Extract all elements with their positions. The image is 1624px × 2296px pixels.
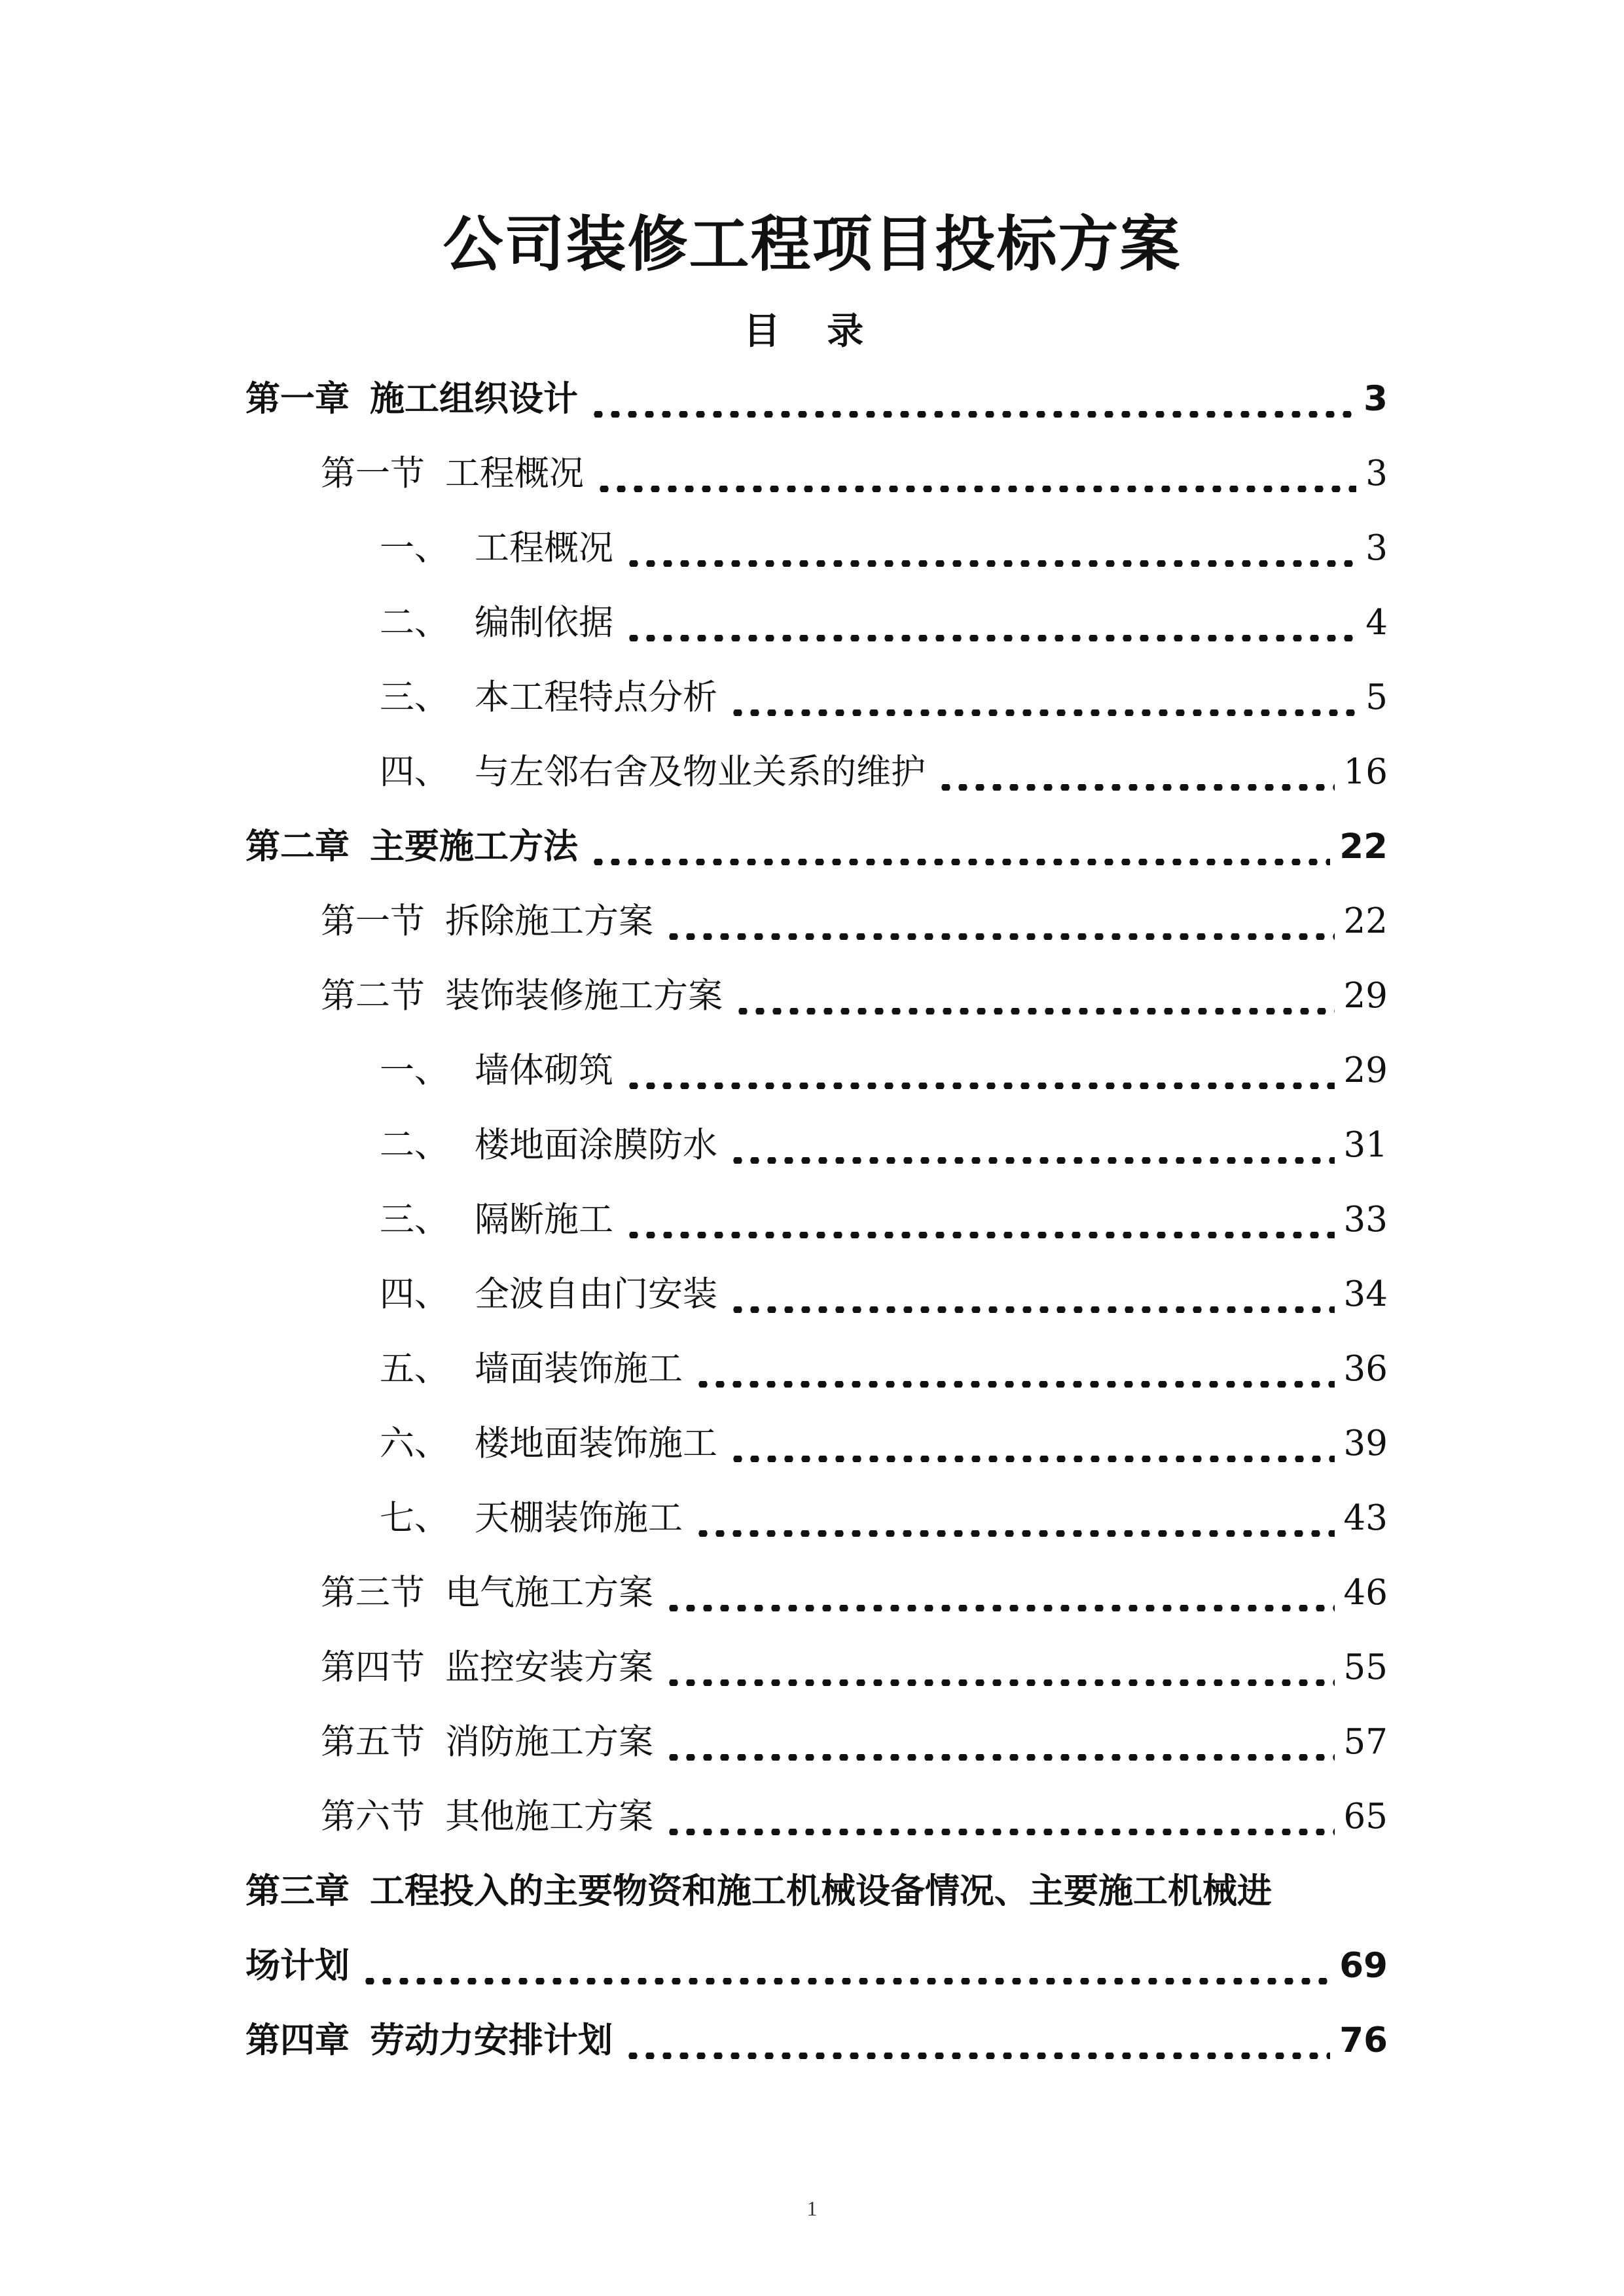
- toc-dot-leader: [695, 1492, 1335, 1545]
- toc-entry[interactable]: [380, 1268, 1388, 1321]
- toc-entry[interactable]: [321, 1567, 1388, 1619]
- toc-entry-page: 43: [1343, 1498, 1388, 1538]
- toc-dot-leader: [624, 2015, 1330, 2067]
- toc-entry-title: 电气施工方案: [445, 1573, 653, 1613]
- toc-dot-leader: [625, 1194, 1335, 1246]
- toc-entry[interactable]: [245, 821, 1388, 873]
- toc-entry-page: 55: [1343, 1647, 1388, 1687]
- toc-entry-number: 六、: [380, 1424, 449, 1463]
- toc-entry[interactable]: [245, 1940, 1388, 1992]
- toc-entry-number: 一、: [380, 528, 449, 568]
- toc-entry-title: 消防施工方案: [445, 1722, 653, 1762]
- toc-entry-page: 22: [1339, 827, 1388, 867]
- toc-dot-leader: [596, 448, 1356, 500]
- toc-entry-number: 第一节: [321, 454, 425, 493]
- toc-entry-page: 4: [1365, 603, 1388, 643]
- toc-entry-number: 二、: [380, 1125, 449, 1165]
- toc-entry[interactable]: [321, 1641, 1388, 1694]
- toc-heading: 目 录: [743, 310, 881, 353]
- toc-entry-title: 本工程特点分析: [475, 677, 717, 717]
- toc-entry-page: 29: [1343, 1050, 1388, 1090]
- toc-entry-title: 主要施工方法: [370, 827, 578, 867]
- toc-entry-title: 与左邻右舍及物业关系的维护: [475, 752, 926, 792]
- toc-entry-wrapped-line[interactable]: [245, 1865, 1272, 1918]
- toc-entry-page: 65: [1343, 1797, 1388, 1837]
- toc-dot-leader: [665, 1791, 1335, 1843]
- toc-entry[interactable]: [380, 1119, 1388, 1172]
- toc-entry[interactable]: [321, 895, 1388, 948]
- toc-entry-page: 3: [1363, 379, 1388, 419]
- toc-entry-title: 工程概况: [475, 528, 613, 568]
- toc-entry-page: 76: [1339, 2020, 1388, 2060]
- toc-entry-title: 天棚装饰施工: [475, 1498, 683, 1538]
- toc-entry-number: 第三节: [321, 1573, 425, 1613]
- toc-entry-title: 其他施工方案: [445, 1797, 653, 1837]
- toc-entry-number: 三、: [380, 677, 449, 717]
- toc-entry-number: 第二章: [245, 827, 350, 867]
- toc-entry-page: 29: [1343, 976, 1388, 1016]
- toc-dot-leader: [625, 597, 1356, 649]
- toc-entry[interactable]: [380, 1343, 1388, 1395]
- toc-entry-page: 57: [1343, 1722, 1388, 1762]
- toc-entry-page: 5: [1365, 677, 1388, 717]
- toc-entry-number: 七、: [380, 1498, 449, 1538]
- toc-dot-leader: [729, 1119, 1335, 1172]
- toc-dot-leader: [590, 373, 1354, 425]
- toc-dot-leader: [625, 1045, 1335, 1097]
- toc-dot-leader: [625, 522, 1356, 575]
- toc-entry-title: 劳动力安排计划: [370, 2020, 613, 2060]
- toc-entry-title: 施工组织设计: [370, 379, 578, 419]
- toc-entry-title: 墙体砌筑: [475, 1050, 613, 1090]
- toc-entry-page: 39: [1343, 1424, 1388, 1463]
- toc-entry-page: 69: [1339, 1946, 1388, 1986]
- toc-entry-number: 第六节: [321, 1797, 425, 1837]
- toc-entry-title: 全波自由门安装: [475, 1274, 717, 1314]
- toc-entry[interactable]: [380, 1194, 1388, 1246]
- toc-entry-number: 第四章: [245, 2020, 350, 2060]
- document-title: 公司装修工程项目投标方案: [442, 209, 1182, 279]
- toc-entry-number: 四、: [380, 1274, 449, 1314]
- toc-entry[interactable]: [380, 522, 1388, 575]
- page-number: 1: [806, 2197, 818, 2220]
- toc-entry[interactable]: [380, 1045, 1388, 1097]
- toc-entry-number: 第一节: [321, 901, 425, 941]
- toc-dot-leader: [734, 970, 1335, 1022]
- toc-entry-title: 工程概况: [445, 454, 584, 493]
- toc-entry[interactable]: [245, 373, 1388, 425]
- toc-entry-title: 装饰装修施工方案: [445, 976, 723, 1016]
- toc-entry[interactable]: [380, 597, 1388, 649]
- toc-entry-number: 第五节: [321, 1722, 425, 1762]
- toc-entry-number: 二、: [380, 603, 449, 643]
- toc-entry-number: 三、: [380, 1200, 449, 1240]
- toc-entry[interactable]: [380, 1492, 1388, 1545]
- toc-entry-page: 31: [1343, 1125, 1388, 1165]
- toc-entry[interactable]: [380, 746, 1388, 798]
- toc-entry-page: 3: [1365, 454, 1388, 493]
- toc-entry[interactable]: [321, 1716, 1388, 1768]
- toc-entry-title: 工程投入的主要物资和施工机械设备情况、主要施工机械进: [370, 1871, 1272, 1911]
- toc-dot-leader: [665, 1567, 1335, 1619]
- toc-entry[interactable]: [321, 970, 1388, 1022]
- toc-entry-title-continued: 场计划: [245, 1946, 350, 1986]
- toc-entry[interactable]: [245, 2015, 1388, 2067]
- toc-dot-leader: [729, 1268, 1335, 1321]
- toc-entry-title: 监控安装方案: [445, 1647, 653, 1687]
- toc-dot-leader: [729, 672, 1356, 724]
- toc-dot-leader: [665, 1641, 1335, 1694]
- toc-entry-number: 第一章: [245, 379, 350, 419]
- toc-entry-page: 34: [1343, 1274, 1388, 1314]
- toc-entry-title: 拆除施工方案: [445, 901, 653, 941]
- toc-entry-number: 第三章: [245, 1871, 350, 1911]
- toc-entry-title: 隔断施工: [475, 1200, 613, 1240]
- toc-dot-leader: [695, 1343, 1335, 1395]
- toc-entry[interactable]: [380, 672, 1388, 724]
- toc-entry-page: 33: [1343, 1200, 1388, 1240]
- toc-entry-number: 一、: [380, 1050, 449, 1090]
- toc-entry-number: 第四节: [321, 1647, 425, 1687]
- toc-entry-title: 楼地面涂膜防水: [475, 1125, 717, 1165]
- toc-entry[interactable]: [380, 1418, 1388, 1470]
- toc-dot-leader: [665, 1716, 1335, 1768]
- toc-dot-leader: [361, 1940, 1330, 1992]
- toc-entry-page: 16: [1343, 752, 1388, 792]
- toc-dot-leader: [937, 746, 1335, 798]
- toc-entry-title: 编制依据: [475, 603, 613, 643]
- toc-entry-page: 36: [1343, 1349, 1388, 1389]
- toc-entry-page: 3: [1365, 528, 1388, 568]
- toc-dot-leader: [665, 895, 1335, 948]
- toc-entry-number: 四、: [380, 752, 449, 792]
- toc-entry-page: 46: [1343, 1573, 1388, 1613]
- toc-dot-leader: [729, 1418, 1335, 1470]
- toc-dot-leader: [590, 821, 1330, 873]
- toc-entry[interactable]: [321, 448, 1388, 500]
- toc-entry-number: 第二节: [321, 976, 425, 1016]
- toc-entry-number: 五、: [380, 1349, 449, 1389]
- toc-entry-title: 墙面装饰施工: [475, 1349, 683, 1389]
- toc-entry-page: 22: [1343, 901, 1388, 941]
- toc-entry[interactable]: [321, 1791, 1388, 1843]
- toc-entry-title: 楼地面装饰施工: [475, 1424, 717, 1463]
